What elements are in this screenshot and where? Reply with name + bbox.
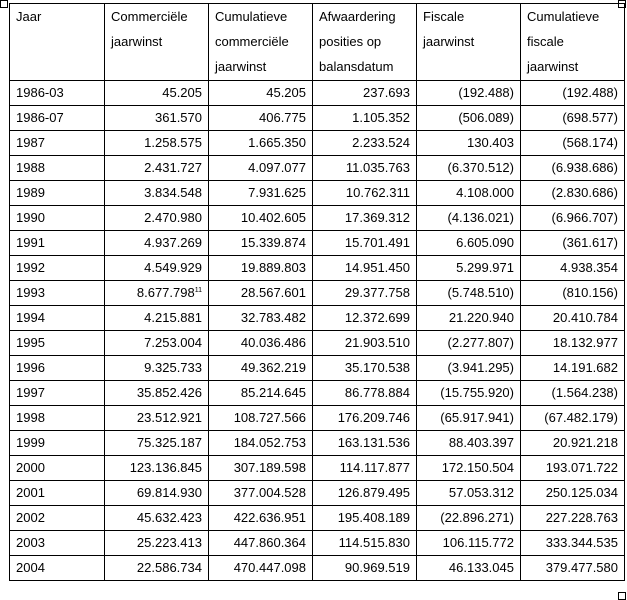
table-cell [417, 381, 521, 406]
cell-jaar [10, 331, 105, 356]
cell-value: 69.814.930 [136, 485, 202, 500]
table-row [10, 256, 625, 281]
cell-value: 9.325.733 [144, 360, 202, 375]
table-cell [209, 531, 313, 556]
cell-value: 126.879.495 [337, 485, 410, 500]
table-cell [313, 106, 417, 131]
cell-value: (568.174) [562, 135, 618, 150]
table-row [10, 381, 625, 406]
cell-jaar [10, 181, 105, 206]
table-cell [417, 406, 521, 431]
table-cell [521, 331, 625, 356]
table-cell [521, 456, 625, 481]
cell-jaar [10, 381, 105, 406]
table-cell [209, 81, 313, 106]
cell-jaar [10, 131, 105, 156]
table-row [10, 131, 625, 156]
table-cell [209, 131, 313, 156]
table-cell [313, 481, 417, 506]
cell-value: 35.170.538 [344, 360, 410, 375]
cell-value: 6.605.090 [456, 235, 514, 250]
cell-value: (65.917.941) [440, 410, 514, 425]
cell-value: 3.834.548 [144, 185, 202, 200]
top-left-resize-handle[interactable] [0, 0, 8, 8]
cell-jaar [10, 256, 105, 281]
table-cell [417, 81, 521, 106]
cell-value: 86.778.884 [344, 385, 410, 400]
table-cell [521, 381, 625, 406]
header-fiscale-jaarwinst: Fiscale jaarwinst [417, 4, 521, 81]
table-cell [521, 406, 625, 431]
table-cell [105, 106, 209, 131]
table-cell [105, 356, 209, 381]
cell-value: 19.889.803 [240, 260, 306, 275]
table-cell [313, 406, 417, 431]
cell-value: 32.783.482 [240, 310, 306, 325]
cell-value: 361.570 [155, 110, 202, 125]
table-cell [417, 431, 521, 456]
table-cell [521, 181, 625, 206]
cell-value: 379.477.580 [545, 560, 618, 575]
cell-value: 422.636.951 [233, 510, 306, 525]
cell-value: 4.549.929 [144, 260, 202, 275]
table-cell [417, 306, 521, 331]
cell-value: 10.762.311 [345, 185, 410, 200]
cell-value: 184.052.753 [233, 435, 306, 450]
winst-table [9, 3, 625, 581]
cell-value: 57.053.312 [448, 485, 514, 500]
cell-value: 1992 [16, 260, 45, 275]
cell-value: (4.136.021) [447, 210, 514, 225]
table-cell [417, 181, 521, 206]
cell-jaar [10, 531, 105, 556]
table-cell [209, 206, 313, 231]
cell-value: (506.089) [458, 110, 514, 125]
table-cell [521, 281, 625, 306]
cell-value: 45.632.423 [136, 510, 202, 525]
cell-value: 447.860.364 [233, 535, 306, 550]
cell-value: (192.488) [562, 85, 618, 100]
cell-value: 114.117.877 [339, 460, 410, 475]
table-cell [417, 556, 521, 581]
cell-value: 21.220.940 [448, 310, 514, 325]
cell-value: 7.931.625 [248, 185, 306, 200]
table-row [10, 206, 625, 231]
table-cell [521, 481, 625, 506]
table-cell [521, 106, 625, 131]
cell-value: 2.431.727 [144, 160, 202, 175]
table-cell [209, 306, 313, 331]
table-cell [417, 231, 521, 256]
table-cell [105, 256, 209, 281]
table-cell [313, 556, 417, 581]
cell-value: 2004 [16, 560, 45, 575]
table-cell [209, 231, 313, 256]
cell-value: 40.036.486 [240, 335, 306, 350]
cell-value: 1990 [16, 210, 45, 225]
footnote-marker[interactable]: 11 [194, 287, 202, 294]
table-cell [209, 256, 313, 281]
table-cell [209, 406, 313, 431]
cell-value: 10.402.605 [240, 210, 306, 225]
table-cell [521, 431, 625, 456]
cell-value: 2.233.524 [352, 135, 410, 150]
cell-value: 1.105.352 [352, 110, 410, 125]
table-cell [105, 481, 209, 506]
cell-jaar [10, 556, 105, 581]
table-row [10, 531, 625, 556]
cell-jaar [10, 306, 105, 331]
cell-value: 75.325.187 [136, 435, 202, 450]
cell-jaar [10, 81, 105, 106]
cell-value: 1989 [16, 185, 45, 200]
cell-value: 2003 [16, 535, 45, 550]
cell-value: 14.191.682 [552, 360, 618, 375]
cell-value: 29.377.758 [344, 285, 410, 300]
table-row [10, 506, 625, 531]
cell-jaar [10, 281, 105, 306]
table-cell [105, 431, 209, 456]
cell-value: (2.830.686) [551, 185, 618, 200]
table-header [10, 4, 625, 81]
cell-value: 1987 [16, 135, 45, 150]
table-row [10, 331, 625, 356]
cell-value: 1986-07 [16, 110, 64, 125]
cell-value: 333.344.535 [545, 535, 618, 550]
table-cell [105, 506, 209, 531]
cell-value: 21.903.510 [344, 335, 410, 350]
table-cell [313, 331, 417, 356]
cell-value: 45.205 [162, 85, 202, 100]
table-cell [313, 356, 417, 381]
table-cell [105, 281, 209, 306]
cell-value: 1999 [16, 435, 45, 450]
table-cell [209, 356, 313, 381]
cell-value: 406.775 [259, 110, 306, 125]
table-cell [105, 556, 209, 581]
table-cell [313, 306, 417, 331]
cell-value: 90.969.519 [344, 560, 410, 575]
cell-value: (810.156) [562, 285, 618, 300]
table-cell [417, 106, 521, 131]
cell-value: (6.370.512) [447, 160, 514, 175]
cell-value: 1996 [16, 360, 45, 375]
table-cell [105, 456, 209, 481]
table-row [10, 281, 625, 306]
table-cell [521, 306, 625, 331]
header-cumulatieve-commerciele-jaarwinst: Cumulatieve commerciële jaarwinst [209, 4, 313, 81]
cell-jaar [10, 481, 105, 506]
cell-value: 15.701.491 [344, 235, 410, 250]
table-cell [105, 81, 209, 106]
table-cell [521, 506, 625, 531]
table-cell [313, 256, 417, 281]
table-cell [209, 156, 313, 181]
table-cell [417, 481, 521, 506]
table-cell [417, 281, 521, 306]
table-cell [521, 531, 625, 556]
cell-value: (1.564.238) [551, 385, 618, 400]
cell-jaar [10, 506, 105, 531]
cell-value: 227.228.763 [545, 510, 618, 525]
cell-value: 14.951.450 [344, 260, 410, 275]
cell-value: (3.941.295) [447, 360, 514, 375]
header-commerciele-jaarwinst: Commerciële jaarwinst [105, 4, 209, 81]
cell-value: (6.966.707) [551, 210, 618, 225]
cell-value: 130.403 [467, 135, 514, 150]
cell-value: 1988 [16, 160, 45, 175]
cell-value: 1991 [16, 235, 45, 250]
cell-value: (2.277.807) [447, 335, 514, 350]
cell-value: 45.205 [266, 85, 306, 100]
cell-jaar [10, 431, 105, 456]
cell-value: 46.133.045 [448, 560, 514, 575]
table-cell [313, 231, 417, 256]
table-cell [313, 181, 417, 206]
table-cell [105, 206, 209, 231]
cell-value: 88.403.397 [448, 435, 514, 450]
cell-value: 108.727.566 [233, 410, 306, 425]
table-cell [313, 131, 417, 156]
table-row [10, 481, 625, 506]
cell-value: 20.921.218 [552, 435, 618, 450]
table-row [10, 181, 625, 206]
cell-value: 2001 [16, 485, 45, 500]
cell-value: (192.488) [458, 85, 514, 100]
table-cell [105, 306, 209, 331]
cell-jaar [10, 206, 105, 231]
table-row [10, 106, 625, 131]
cell-value: 12.372.699 [344, 310, 410, 325]
table-row [10, 406, 625, 431]
cell-value: 4.938.354 [560, 260, 618, 275]
cell-value: 1994 [16, 310, 45, 325]
table-cell [105, 531, 209, 556]
table-cell [313, 531, 417, 556]
cell-value: 123.136.845 [129, 460, 202, 475]
cell-value: 172.150.504 [441, 460, 514, 475]
cell-value: (67.482.179) [544, 410, 618, 425]
table-row [10, 356, 625, 381]
cell-value: 17.369.312 [344, 210, 410, 225]
table-cell [417, 131, 521, 156]
table-cell [209, 331, 313, 356]
cell-value: 237.693 [363, 85, 410, 100]
cell-value: 176.209.746 [337, 410, 410, 425]
winst-table-frame [9, 3, 625, 581]
table-cell [521, 81, 625, 106]
table-cell [313, 81, 417, 106]
cell-value: (6.938.686) [551, 160, 618, 175]
header-jaar: Jaar [10, 4, 105, 81]
table-cell [105, 331, 209, 356]
cell-value: (698.577) [562, 110, 618, 125]
cell-jaar [10, 406, 105, 431]
cell-value: 4.937.269 [144, 235, 202, 250]
cell-value: 11.035.763 [345, 160, 410, 175]
cell-value: 20.410.784 [552, 310, 618, 325]
table-cell [209, 381, 313, 406]
table-cell [209, 181, 313, 206]
cell-value: 35.852.426 [136, 385, 202, 400]
table-cell [417, 156, 521, 181]
cell-value: 193.071.722 [545, 460, 618, 475]
cell-value: 2.470.980 [144, 210, 202, 225]
cell-jaar [10, 356, 105, 381]
cell-jaar [10, 231, 105, 256]
cell-jaar [10, 106, 105, 131]
cell-value: 1986-03 [16, 85, 64, 100]
cell-value: 1997 [16, 385, 45, 400]
cell-value: 25.223.413 [136, 535, 202, 550]
cell-value: 5.299.971 [456, 260, 514, 275]
cell-value: (22.896.271) [440, 510, 514, 525]
table-cell [313, 281, 417, 306]
table-row [10, 456, 625, 481]
cell-value: 15.339.874 [240, 235, 306, 250]
table-cell [209, 506, 313, 531]
table-cell [105, 231, 209, 256]
table-cell [313, 156, 417, 181]
table-cell [105, 131, 209, 156]
table-cell [417, 206, 521, 231]
table-cell [313, 381, 417, 406]
table-row [10, 231, 625, 256]
table-cell [105, 381, 209, 406]
cell-jaar [10, 456, 105, 481]
table-cell [521, 131, 625, 156]
table-cell [417, 456, 521, 481]
cell-value: 195.408.189 [337, 510, 410, 525]
table-row [10, 81, 625, 106]
cell-value: 85.214.645 [240, 385, 306, 400]
cell-value: 4.108.000 [456, 185, 514, 200]
table-body [10, 81, 625, 581]
table-cell [313, 506, 417, 531]
cell-value: 49.362.219 [240, 360, 306, 375]
table-cell [521, 206, 625, 231]
cell-value: 8.677.798 [136, 285, 195, 300]
table-cell [417, 256, 521, 281]
cell-value: 1993 [16, 285, 45, 300]
table-row [10, 306, 625, 331]
cell-value: 250.125.034 [545, 485, 618, 500]
table-cell [209, 481, 313, 506]
cell-value: 1998 [16, 410, 45, 425]
header-cumulatieve-fiscale-jaarwinst: Cumulatieve fiscale jaarwinst [521, 4, 625, 81]
cell-value: (5.748.510) [447, 285, 514, 300]
table-row [10, 156, 625, 181]
cell-value: 4.215.881 [144, 310, 202, 325]
cell-value: 2002 [16, 510, 45, 525]
table-cell [313, 456, 417, 481]
cell-value: 307.189.598 [233, 460, 306, 475]
cell-value: 22.586.734 [136, 560, 202, 575]
table-cell [521, 556, 625, 581]
table-cell [209, 106, 313, 131]
table-cell [417, 331, 521, 356]
table-cell [105, 181, 209, 206]
cell-value: 1.665.350 [248, 135, 306, 150]
table-cell [521, 156, 625, 181]
cell-value: 470.447.098 [233, 560, 306, 575]
cell-value: 377.004.528 [233, 485, 306, 500]
cell-value: (361.617) [562, 235, 618, 250]
cell-value: 1995 [16, 335, 45, 350]
table-cell [521, 256, 625, 281]
cell-value: 1.258.575 [144, 135, 202, 150]
table-cell [521, 231, 625, 256]
table-cell [417, 531, 521, 556]
cell-value: 114.515.830 [338, 535, 410, 550]
cell-value: 106.115.772 [442, 535, 514, 550]
cell-value: 2000 [16, 460, 45, 475]
table-cell [105, 406, 209, 431]
table-cell [209, 281, 313, 306]
table-row [10, 556, 625, 581]
cell-value: 4.097.077 [248, 160, 306, 175]
header-afwaardering-posities: Afwaardering posities op balansdatum [313, 4, 417, 81]
cell-value: 28.567.601 [240, 285, 306, 300]
table-cell [521, 356, 625, 381]
table-cell [209, 456, 313, 481]
cell-value: (15.755.920) [440, 385, 514, 400]
table-cell [209, 556, 313, 581]
table-cell [417, 506, 521, 531]
table-cell [313, 206, 417, 231]
bottom-right-resize-handle[interactable] [618, 592, 626, 600]
cell-value: 23.512.921 [136, 410, 202, 425]
cell-value: 18.132.977 [552, 335, 618, 350]
table-cell [105, 156, 209, 181]
cell-value: 7.253.004 [144, 335, 202, 350]
table-row [10, 431, 625, 456]
cell-jaar [10, 156, 105, 181]
table-cell [209, 431, 313, 456]
cell-value: 163.131.536 [337, 435, 410, 450]
table-cell [417, 356, 521, 381]
table-cell [313, 431, 417, 456]
